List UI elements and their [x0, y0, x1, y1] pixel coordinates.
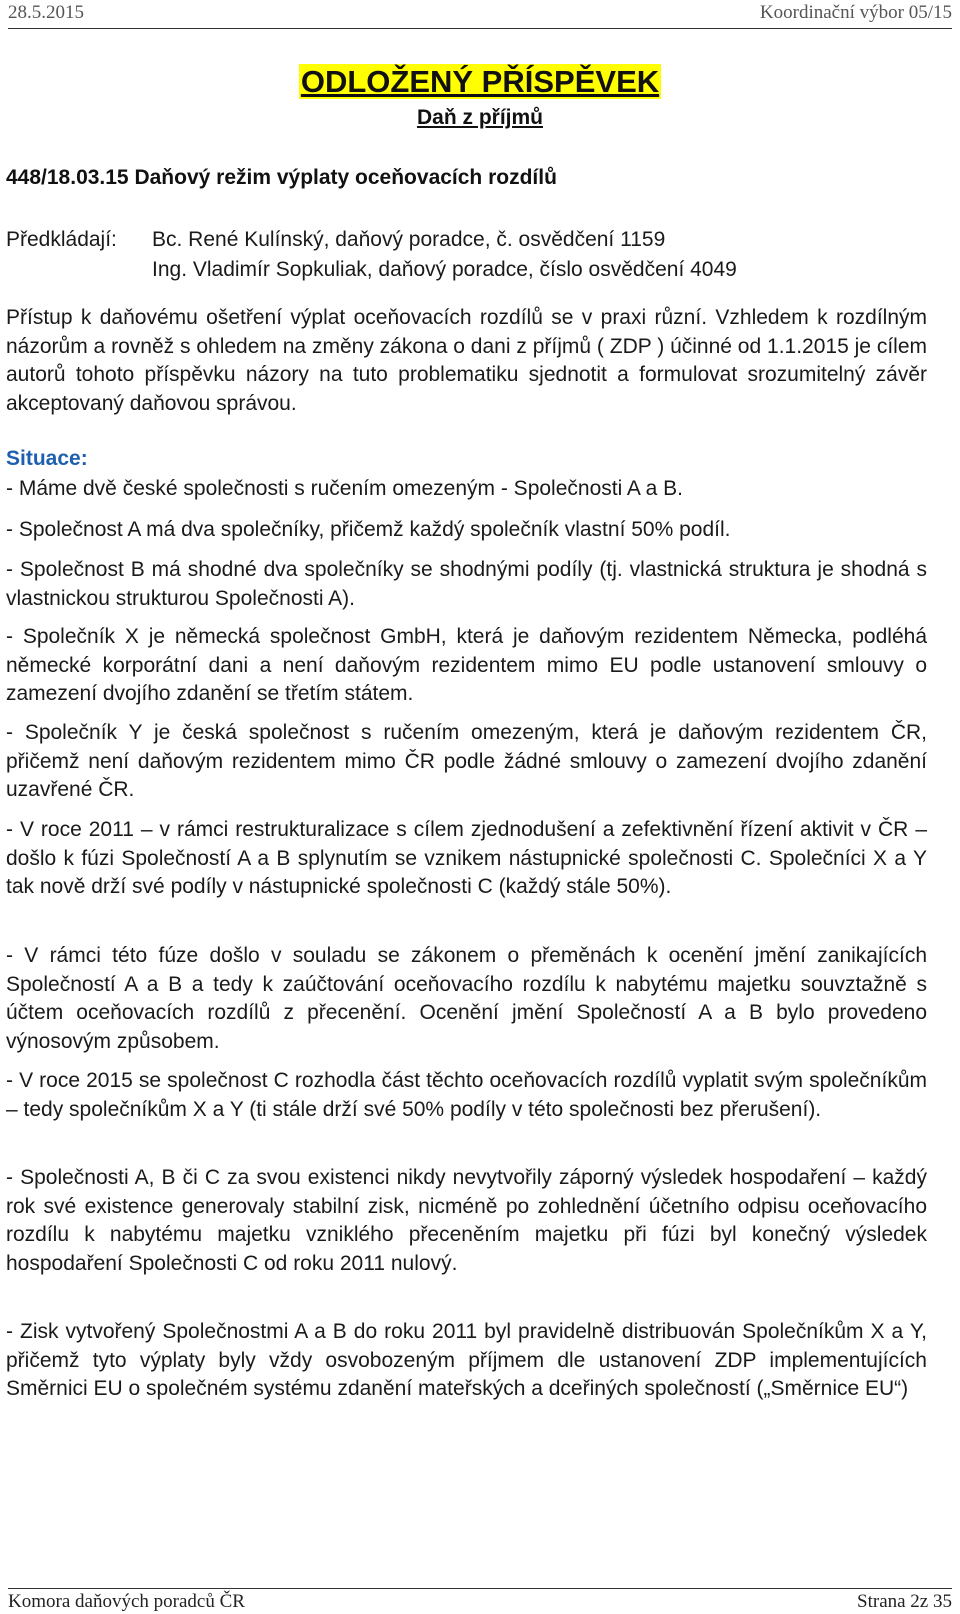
page-header	[8, 0, 952, 29]
situation-paragraph: - Společnost A má dva společníky, přičemž každý společník vlastní 50% podíl.	[6, 518, 731, 541]
presenters-block	[6, 225, 737, 285]
document-subtitle: Daň z příjmů	[416, 106, 543, 129]
intro-text: Přístup k daňovému ošetření výplat oceňovacích rozdílů se v praxi různí. Vzhledem k rozdílným názorům a rovněž s ohledem na změny zákona o dani z příjmů ( ZDP ) účinné od 1.1.2015 je cílem autorů tohoto příspěvku názory na tuto problematiku sjednotit a formulovat srozumitelný závěr akceptovaný daňovou správou.	[6, 306, 927, 415]
presenter-name: Bc. René Kulínský, daňový poradce, č. osvědčení 1159	[152, 228, 666, 251]
document-title	[0, 64, 960, 100]
situation-paragraph: - Společnosti A, B či C za svou existenci nikdy nevytvořily záporný výsledek hospodaření – každý rok své existence generovaly stabilní zisk, nicméně po zohlednění účetního odpisu oceňovacího rozdílu k nabytému majetku vzniklého přeceněním majetku při fúzi byl konečný výsledek hospodaření Společnosti C od roku 2011 nulový.	[6, 1166, 927, 1275]
situation-paragraph: - V roce 2015 se společnost C rozhodla část těchto oceňovacích rozdílů vyplatit svým společníkům – tedy společníkům X a Y (ti stále drží své 50% podíly v této společnosti bez přerušení).	[6, 1069, 927, 1121]
situation-label: Situace:	[6, 447, 88, 470]
page-footer	[8, 1588, 952, 1614]
situation-paragraph: - Společník Y je česká společnost s ručením omezeným, která je daňovým rezidentem ČR, přičemž není daňovým rezidentem mimo ČR podle žádné smlouvy o zamezení dvojího zdanění uzavřené ČR.	[6, 721, 927, 801]
situation-paragraph: - V roce 2011 – v rámci restrukturalizace s cílem zjednodušení a zefektivnění řízení aktivit v ČR – došlo k fúzi Společností A a B splynutím se vznikem nástupnické společnosti C. Společníci X a Y tak nově drží své podíly v nástupnické společnosti C (každý stále 50%).	[6, 818, 927, 898]
footer-organization: Komora daňových poradců ČR	[8, 1591, 245, 1612]
presenter-name: Ing. Vladimír Sopkuliak, daňový poradce, číslo osvědčení 4049	[152, 258, 737, 281]
situation-paragraph: - Společník X je německá společnost GmbH, která je daňovým rezidentem Německa, podléhá německé korporátní dani a není daňovým rezidentem mimo EU podle ustanovení smlouvy o zamezení dvojího zdanění se třetím státem.	[6, 625, 927, 705]
document-title-text: ODLOŽENÝ PŘÍSPĚVEK	[300, 64, 660, 99]
situation-paragraph: - V rámci této fúze došlo v souladu se zákonem o přeměnách k ocenění jmění zanikajících Společností A a B a tedy k zaúčtování oceňovacího rozdílu k nabytému majetku souvztažně s účtem oceňovacích rozdílů z přecenění. Ocenění jmění Společností A a B bylo provedeno výnosovým způsobem.	[6, 944, 927, 1053]
header-committee: Koordinační výbor 05/15	[759, 2, 952, 23]
situation-paragraph: - Máme dvě české společnosti s ručením omezeným - Společnosti A a B.	[6, 477, 683, 500]
presenters-label: Předkládají:	[6, 228, 117, 251]
header-date: 28.5.2015	[8, 2, 84, 23]
footer-page-number: Strana 2z 35	[857, 1591, 952, 1612]
situation-paragraph: - Společnost B má shodné dva společníky se shodnými podíly (tj. vlastnická struktura je shodná s vlastnickou strukturou Společnosti A).	[6, 558, 927, 610]
intro-paragraph	[6, 304, 927, 418]
situation-paragraph: - Zisk vytvořený Společnostmi A a B do roku 2011 byl pravidelně distribuován Společníkům X a Y, přičemž tyto výplaty byly vždy osvobozeným příjmem dle ustanovení ZDP implementujících Směrnici EU o společném systému zdanění mateřských a dceřiných společností („Směrnice EU“)	[6, 1320, 927, 1400]
item-title: 448/18.03.15 Daňový režim výplaty oceňovacích rozdílů	[6, 166, 557, 189]
